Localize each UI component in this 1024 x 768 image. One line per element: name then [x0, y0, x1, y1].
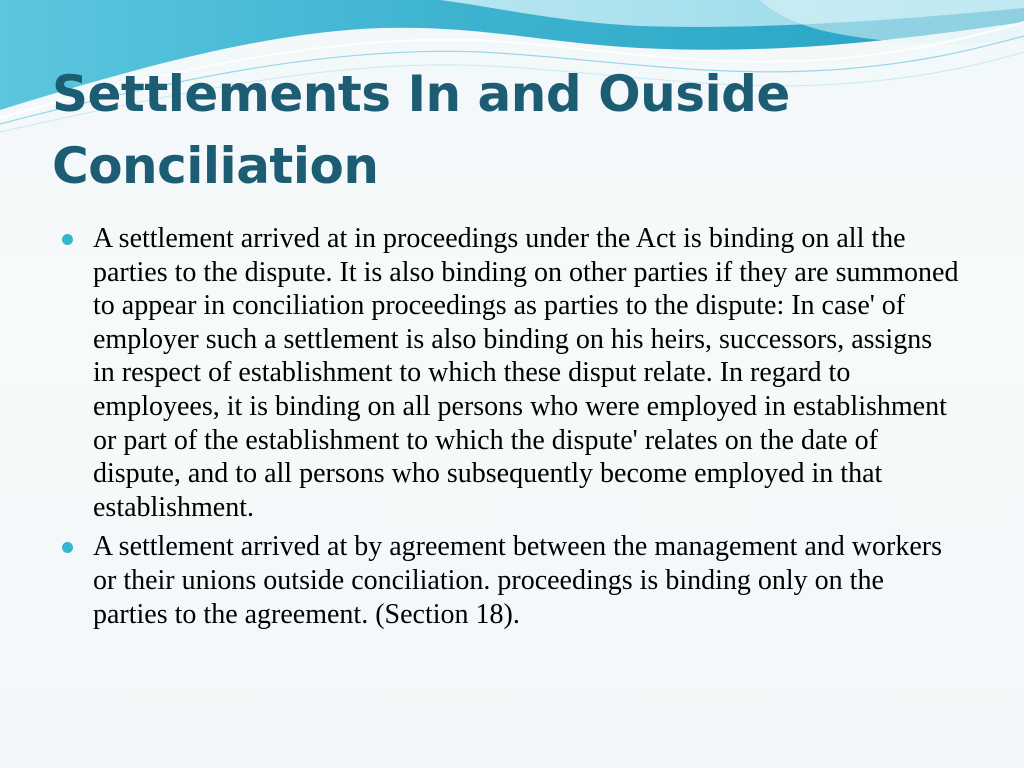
slide-title-line-1: Settlements In and Ouside: [52, 65, 790, 123]
slide-title: [52, 58, 952, 202]
bullet-dot-icon: [62, 234, 73, 245]
bullet-text: A settlement arrived at in proceedings under the Act is binding on all the parties to the dispute. It is also binding on other parties if they are summoned to appear in conciliation proceedings as parties to the dispute: In case' of employer such a settlement is also binding on his heirs, successors, assigns in respect of establishment to which these disput relate. In regard to employees, it is binding on all persons who were employed in establishment or part of the establishment to which the dispute' relates on the date of dispute, and to all persons who subsequently become employed in that establishment.: [93, 223, 959, 523]
bullet-dot-icon: [62, 542, 73, 553]
slide-title-line-2: Conciliation: [52, 137, 379, 195]
bullet-item: [60, 222, 960, 524]
bullet-text: A settlement arrived at by agreement between the management and workers or their unions outside conciliation. proceedings is binding only on the parties to the agreement. (Section 18).: [93, 531, 942, 630]
bullet-item: [60, 530, 960, 631]
bullet-list: [60, 222, 960, 637]
